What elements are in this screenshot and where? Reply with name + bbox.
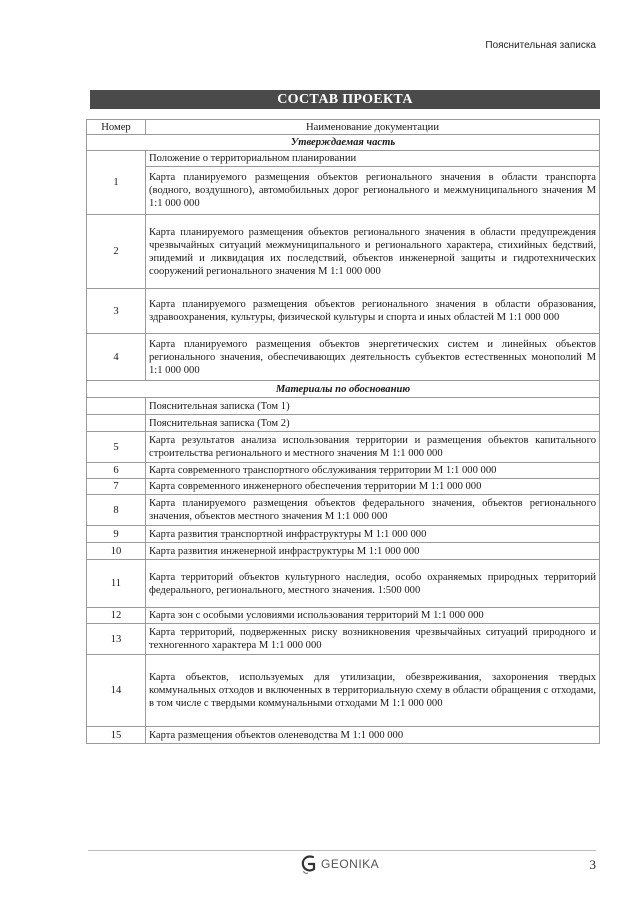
column-header-number: Номер [87, 120, 146, 135]
document-name: Положение о территориальном планировании [146, 151, 600, 167]
section-row-approved [87, 135, 600, 151]
table-row [87, 543, 600, 560]
table-row [87, 432, 600, 463]
table-row [87, 167, 600, 215]
document-name: Карта результатов анализа использования территории и размещения объектов капитального строительства регионального и местного значения М 1:1 000 000 [146, 432, 600, 463]
document-name: Карта территорий объектов культурного наследия, особо охраняемых природных территорий федерального, регионального, местного значения. 1:500 000 [146, 560, 600, 608]
document-name: Карта планируемого размещения объектов федерального значения, объектов регионального значения, объектов местного значения М 1:1 000 000 [146, 495, 600, 526]
row-number [87, 415, 146, 432]
logo-text: GEONIKA [321, 857, 380, 871]
row-number: 3 [87, 289, 146, 334]
row-number: 11 [87, 560, 146, 608]
table-row [87, 560, 600, 608]
table-row [87, 608, 600, 624]
row-number: 6 [87, 463, 146, 479]
company-logo [300, 853, 379, 875]
row-number: 4 [87, 334, 146, 381]
document-name: Пояснительная записка (Том 1) [146, 398, 600, 415]
section-materials: Материалы по обоснованию [87, 381, 600, 398]
row-number: 10 [87, 543, 146, 560]
footer-divider [88, 850, 596, 851]
document-name: Карта объектов, используемых для утилизации, обезвреживания, захоронения твердых коммунальных отходов и включенных в территориальную схему в области обращения с отходами, в том числе с твердыми коммунальными отходами М 1:1 000 000 [146, 655, 600, 727]
table-row [87, 655, 600, 727]
row-number: 7 [87, 479, 146, 495]
document-name: Карта размещения объектов оленеводства М 1:1 000 000 [146, 727, 600, 744]
row-number: 2 [87, 215, 146, 289]
row-number: 15 [87, 727, 146, 744]
table-row [87, 215, 600, 289]
table-row [87, 479, 600, 495]
column-header-name: Наименование документации [146, 120, 600, 135]
row-number: 8 [87, 495, 146, 526]
section-approved-part: Утверждаемая часть [87, 135, 600, 151]
table-row [87, 334, 600, 381]
row-number: 9 [87, 526, 146, 543]
section-row-materials [87, 381, 600, 398]
table-row [87, 624, 600, 655]
document-name: Карта развития транспортной инфраструктуры М 1:1 000 000 [146, 526, 600, 543]
table-row [87, 151, 600, 167]
document-name: Карта планируемого размещения объектов регионального значения в области предупреждения чрезвычайных ситуаций межмуниципального и регионального характера, стихийных бедствий, эпидемий и ликвидация их последствий, объектов инженерной защиты и гидротехнических сооружений регионального значения М 1:1 000 000 [146, 215, 600, 289]
document-name: Карта развития инженерной инфраструктуры М 1:1 000 000 [146, 543, 600, 560]
geonika-logo-icon [300, 853, 318, 875]
table-row [87, 415, 600, 432]
document-name: Карта зон с особыми условиями использования территорий М 1:1 000 000 [146, 608, 600, 624]
table-row [87, 398, 600, 415]
row-number [87, 398, 146, 415]
document-name: Карта современного транспортного обслуживания территории М 1:1 000 000 [146, 463, 600, 479]
table-row [87, 495, 600, 526]
document-name: Карта планируемого размещения объектов регионального значения в области образования, здравоохранения, культуры, физической культуры и спорта и иных областей М 1:1 000 000 [146, 289, 600, 334]
row-number: 14 [87, 655, 146, 727]
document-name: Карта планируемого размещения объектов регионального значения в области транспорта (водного, воздушного), автомобильных дорог регионального и межмуниципального значения М 1:1 000 000 [146, 167, 600, 215]
document-name: Карта современного инженерного обеспечения территории М 1:1 000 000 [146, 479, 600, 495]
document-name: Пояснительная записка (Том 2) [146, 415, 600, 432]
row-number: 13 [87, 624, 146, 655]
document-name: Карта территорий, подверженных риску возникновения чрезвычайных ситуаций природного и техногенного характера М 1:1 000 000 [146, 624, 600, 655]
table-header-row [87, 120, 600, 135]
table-row [87, 463, 600, 479]
running-header: Пояснительная записка [485, 40, 596, 51]
project-composition-table [86, 119, 600, 744]
table-row [87, 526, 600, 543]
section-title-bar: СОСТАВ ПРОЕКТА [90, 90, 600, 109]
row-number: 1 [87, 151, 146, 215]
table-row [87, 289, 600, 334]
row-number: 12 [87, 608, 146, 624]
table-row [87, 727, 600, 744]
page-number: 3 [589, 857, 596, 872]
row-number: 5 [87, 432, 146, 463]
document-name: Карта планируемого размещения объектов энергетических систем и линейных объектов регионального значения, обеспечивающих деятельность субъектов естественных монополий М 1:1 000 000 [146, 334, 600, 381]
